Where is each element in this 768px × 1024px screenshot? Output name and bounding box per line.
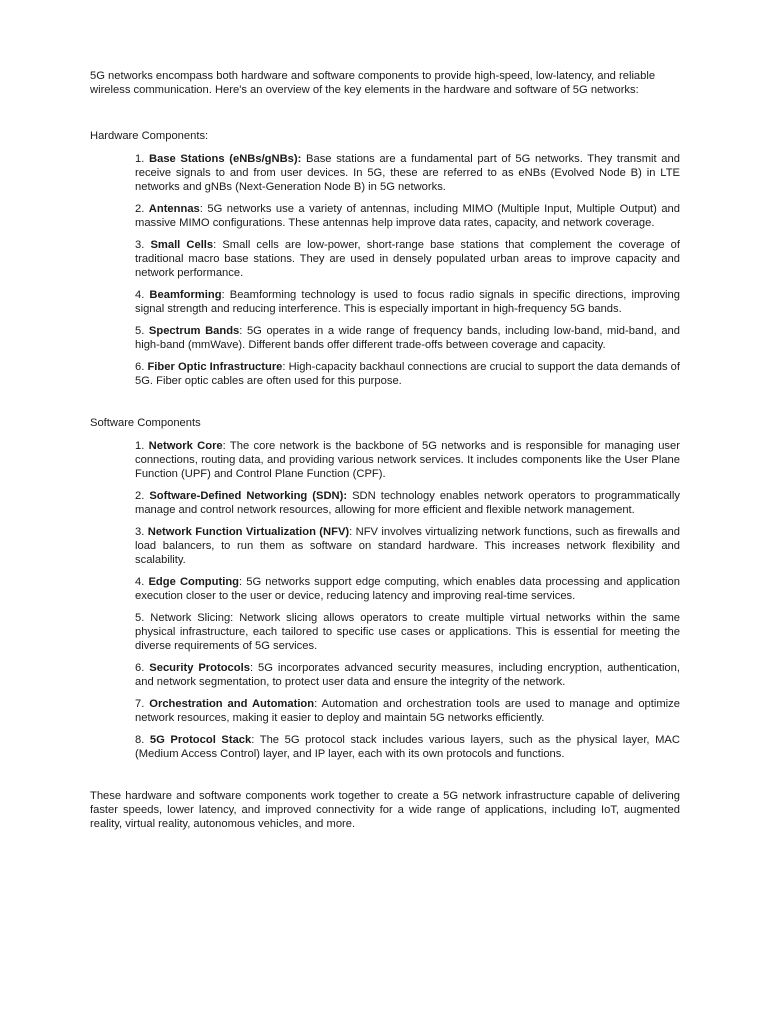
software-list (90, 439, 680, 761)
hardware-item: 5. Spectrum Bands: 5G operates in a wide range of frequency bands, including low-band, mid-band, and high-band (mmWave). Different bands offer different trade-offs between coverage and capacity. (135, 325, 680, 351)
closing-paragraph: These hardware and software components work together to create a 5G network infrastructure capable of delivering faster speeds, lower latency, and improved connectivity for a wide range of applications, including IoT, augmented reality, virtual reality, autonomous vehicles, and more. (90, 790, 680, 830)
hardware-item: 3. Small Cells: Small cells are low-power, short-range base stations that complement the coverage of traditional macro base stations. They are used in densely populated urban areas to improve capacity and network performance. (135, 239, 680, 279)
software-item: 7. Orchestration and Automation: Automation and orchestration tools are used to manage and optimize network resources, making it easier to deploy and maintain 5G networks efficiently. (135, 698, 680, 724)
hardware-item: 1. Base Stations (eNBs/gNBs): Base stations are a fundamental part of 5G networks. They transmit and receive signals to and from user devices. In 5G, these are referred to as eNBs (Evolved Node B) in LTE networks and gNBs (Next-Generation Node B) in 5G networks. (135, 153, 680, 193)
software-item: 8. 5G Protocol Stack: The 5G protocol stack includes various layers, such as the physical layer, MAC (Medium Access Control) layer, and IP layer, each with its own protocols and functions. (135, 734, 680, 760)
software-heading: Software Components (90, 417, 201, 429)
hardware-item: 4. Beamforming: Beamforming technology is used to focus radio signals in specific directions, improving signal strength and reducing interference. This is especially important in high-frequency 5G bands. (135, 289, 680, 315)
hardware-heading: Hardware Components: (90, 130, 209, 142)
intro-paragraph: 5G networks encompass both hardware and software components to provide high-speed, low-latency, and reliable wireless communication. Here's an overview of the key elements in the hardware and software of 5G networks: (90, 70, 656, 96)
software-item: 6. Security Protocols: 5G incorporates advanced security measures, including encryption, authentication, and network segmentation, to protect user data and ensure the integrity of the network. (135, 662, 680, 688)
hardware-item: 6. Fiber Optic Infrastructure: High-capacity backhaul connections are crucial to support the data demands of 5G. Fiber optic cables are often used for this purpose. (135, 361, 680, 387)
hardware-item: 2. Antennas: 5G networks use a variety of antennas, including MIMO (Multiple Input, Multiple Output) and massive MIMO configurations. These antennas help improve data rates, capacity, and network coverage. (135, 203, 680, 229)
software-item: 4. Edge Computing: 5G networks support edge computing, which enables data processing and application execution closer to the user or device, reducing latency and improving real-time services. (135, 576, 680, 602)
hardware-list (90, 152, 680, 388)
software-item: 2. Software-Defined Networking (SDN): SDN technology enables network operators to programmatically manage and control network resources, allowing for more efficient and flexible network management. (135, 490, 680, 516)
software-item: 3. Network Function Virtualization (NFV): NFV involves virtualizing network functions, such as firewalls and load balancers, to run them as software on standard hardware. This increases network flexibility and scalability. (135, 526, 680, 566)
software-item: 1. Network Core: The core network is the backbone of 5G networks and is responsible for managing user connections, routing data, and providing various network services. It includes components like the User Plane Function (UPF) and Control Plane Function (CPF). (135, 440, 680, 480)
software-item: 5. Network Slicing: Network slicing allows operators to create multiple virtual networks within the same physical infrastructure, each tailored to specific use cases or applications. This is essential for meeting the diverse requirements of 5G services. (135, 612, 680, 652)
